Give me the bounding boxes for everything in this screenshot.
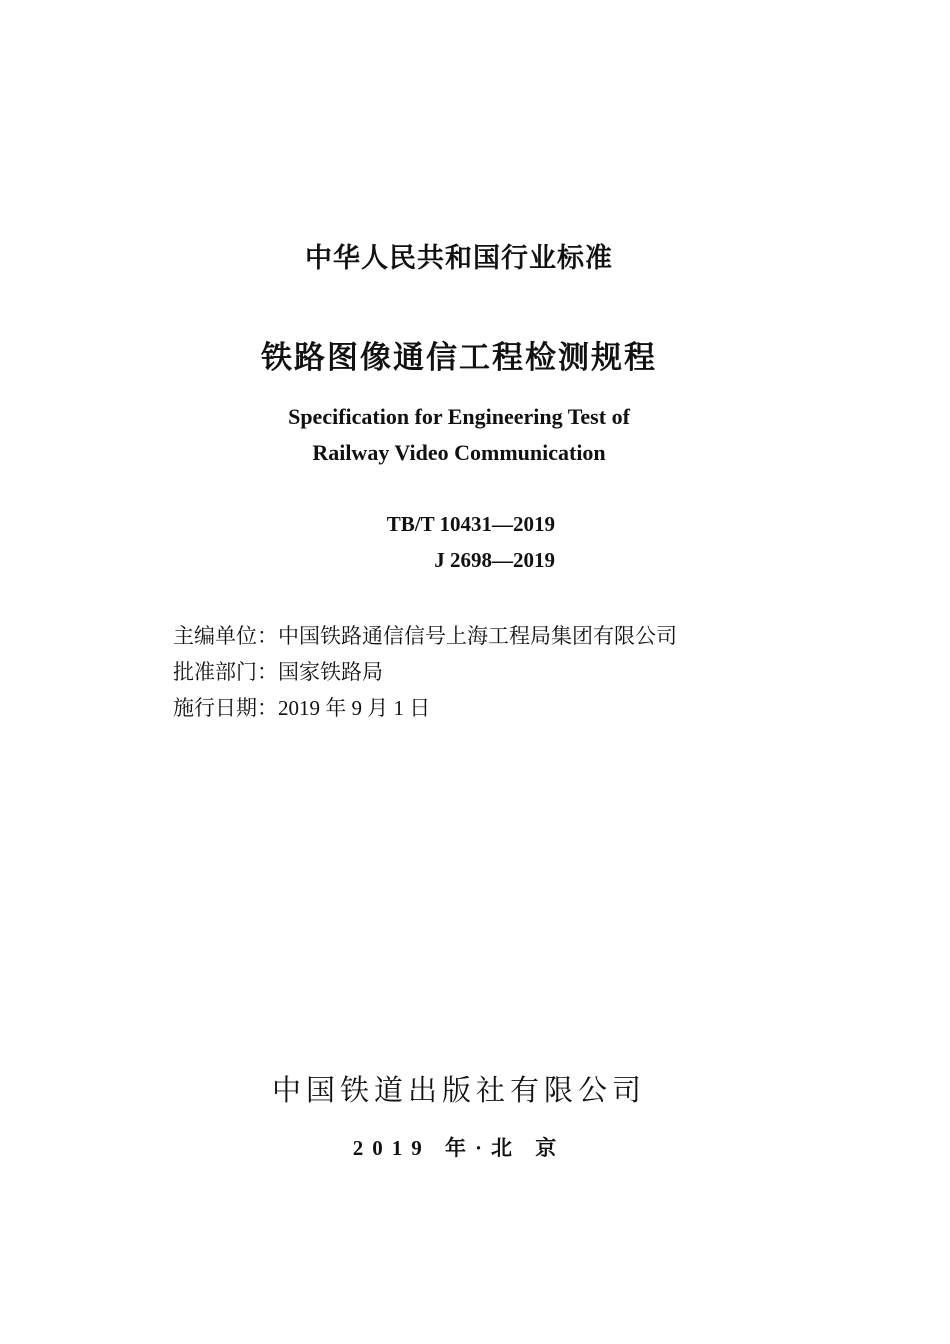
effective-date-separator: ： (257, 696, 278, 720)
effective-date-value: 2019 年 9 月 1 日 (278, 696, 431, 720)
standard-code-j: J 2698—2019 (434, 548, 555, 572)
approver-label: 批准部门 (173, 660, 257, 684)
standard-category: 中华人民共和国行业标准 (305, 243, 613, 274)
editor-separator: ： (257, 624, 278, 648)
document-title-en-line1: Specification for Engineering Test of (288, 404, 630, 429)
effective-date-row (173, 692, 430, 722)
standard-code-tb: TB/T 10431—2019 (386, 512, 555, 536)
document-title-en-line2: Railway Video Communication (312, 440, 606, 465)
editor-value: 中国铁路通信信号上海工程局集团有限公司 (278, 624, 677, 648)
effective-date-label: 施行日期 (173, 696, 257, 720)
publisher-name: 中国铁道出版社有限公司 (271, 1073, 646, 1107)
approver-value: 国家铁路局 (278, 660, 383, 684)
approver-separator: ： (257, 660, 278, 684)
approver-row (173, 656, 383, 686)
editor-label: 主编单位 (173, 624, 257, 648)
document-title-cn: 铁路图像通信工程检测规程 (261, 340, 657, 376)
publication-date-place: 2019 年·北 京 (352, 1136, 566, 1160)
editor-row (173, 620, 677, 650)
